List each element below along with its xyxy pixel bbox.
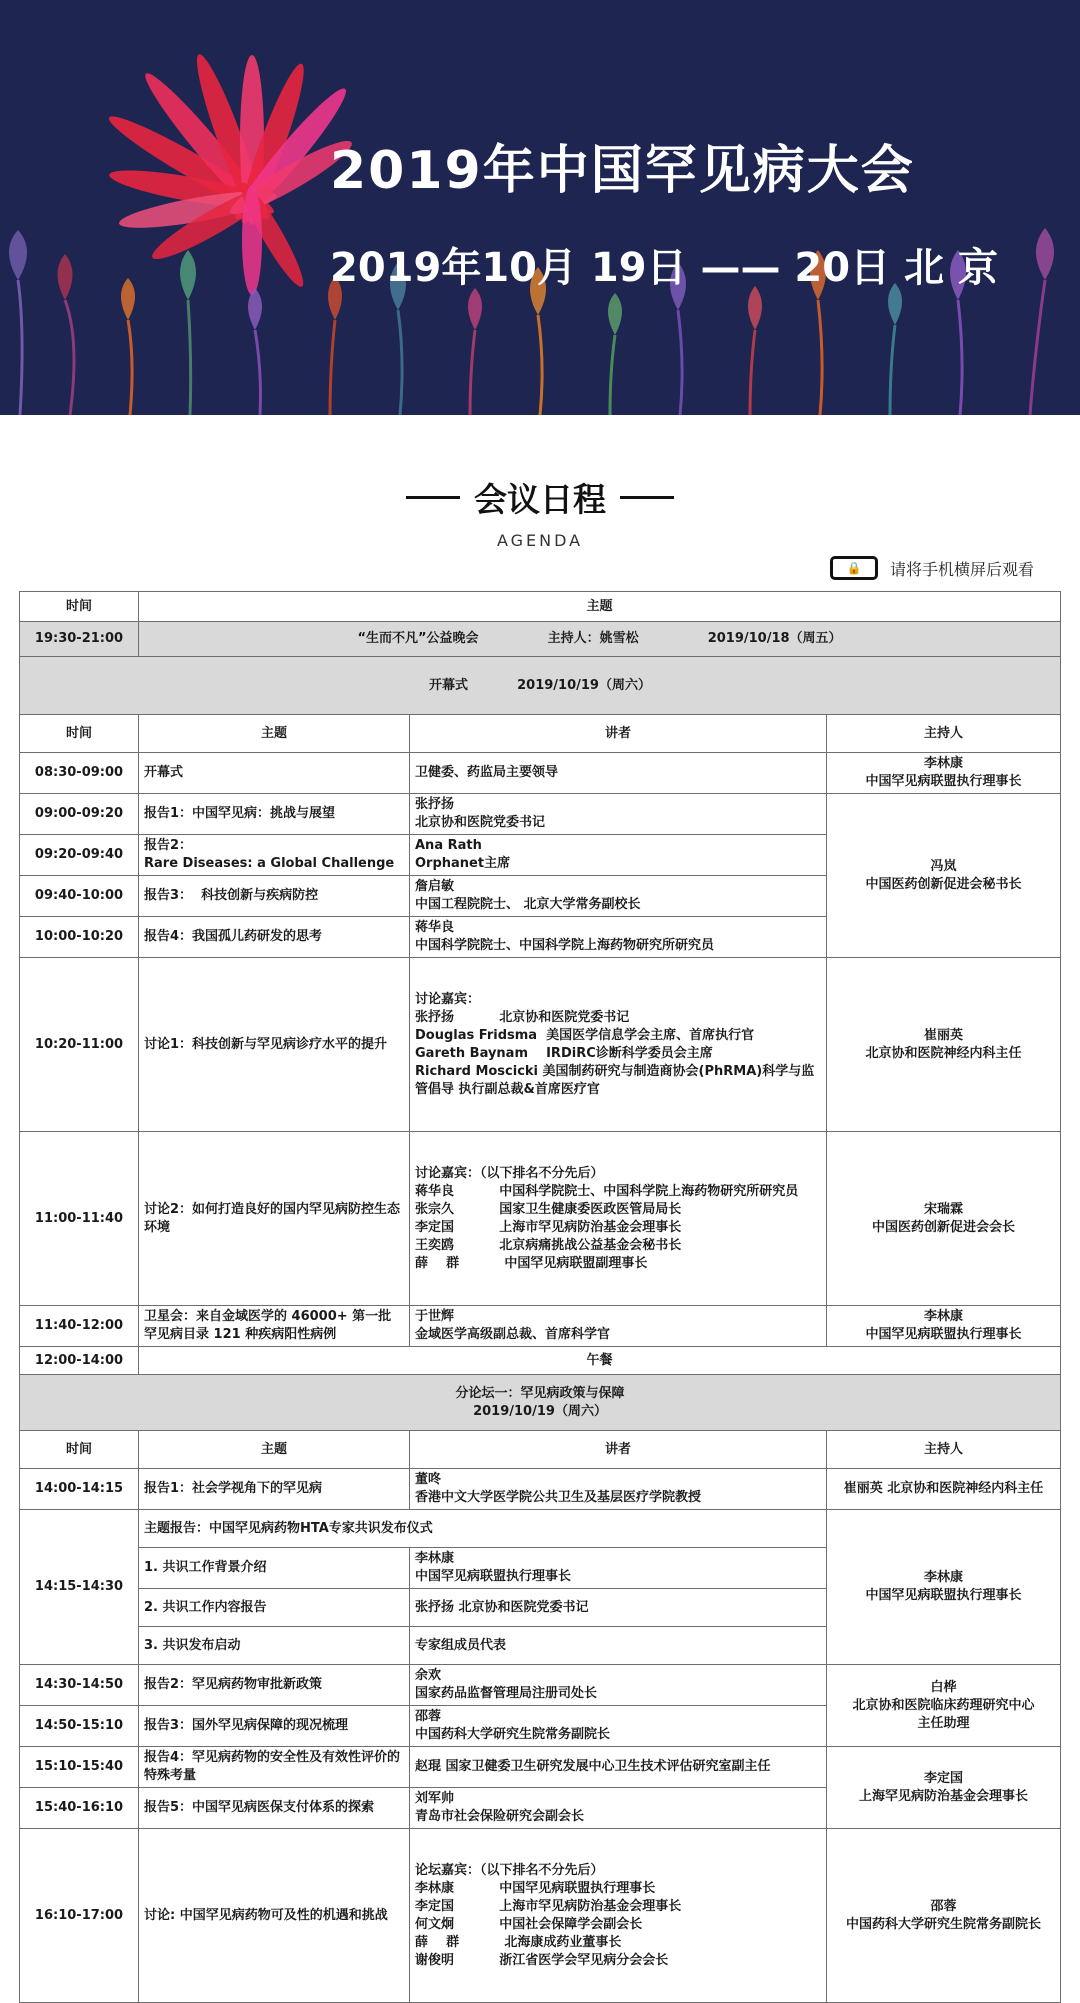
row-speaker: 蒋华良 中国科学院院士、中国科学院上海药物研究所研究员 bbox=[410, 917, 827, 958]
agenda-title-text: 会议日程 bbox=[474, 480, 606, 519]
row-topic: 报告3： 科技创新与疾病防控 bbox=[139, 876, 410, 917]
row-speaker: 讨论嘉宾： 张抒扬 北京协和医院党委书记 Douglas Fridsma 美国医学信息学会主席、首席执行官 Gareth Baynam IRDiRC诊断科学委员会主席 Richard Moscicki 美国制药研究与制造商协会(PhRMA)科学与监管倡导 执行副总裁&首席医疗官 bbox=[410, 958, 827, 1132]
row-speaker: 论坛嘉宾：（以下排名不分先后） 李林康 中国罕见病联盟执行理事长 李定国 上海市罕见病防治基金会理事长 何文炯 中国社会保障学会副会长 薛 群 北海康成药业董事长 谢俊明 浙江省医学会罕见病分会会长 bbox=[410, 1829, 827, 2003]
banner-art bbox=[0, 0, 1080, 415]
row-host: 崔丽英 北京协和医院神经内科主任 bbox=[827, 1469, 1061, 1510]
opening-row bbox=[20, 657, 1061, 715]
row-speaker: 张抒扬 北京协和医院党委书记 bbox=[410, 1589, 827, 1627]
col-speaker: 讲者 bbox=[410, 1431, 827, 1469]
row-time: 10:00-10:20 bbox=[20, 917, 139, 958]
table-row bbox=[20, 1469, 1061, 1510]
table-row bbox=[20, 1510, 1061, 1548]
row-topic: 开幕式 bbox=[139, 753, 410, 794]
col-time: 时间 bbox=[20, 1431, 139, 1469]
gala-time: 19:30-21:00 bbox=[20, 622, 139, 657]
row-time: 12:00-14:00 bbox=[20, 1347, 139, 1375]
phone-rotate-icon: 🔒 bbox=[830, 556, 878, 580]
row-time: 09:00-09:20 bbox=[20, 794, 139, 835]
row-topic: 3. 共识发布启动 bbox=[139, 1627, 410, 1665]
row-time: 14:50-15:10 bbox=[20, 1706, 139, 1747]
table-row bbox=[20, 1132, 1061, 1306]
row-speaker: 赵琨 国家卫健委卫生研究发展中心卫生技术评估研究室副主任 bbox=[410, 1747, 827, 1788]
banner bbox=[0, 0, 1080, 415]
row-host: 李林康 中国罕见病联盟执行理事长 bbox=[827, 1306, 1061, 1347]
row-topic: 讨论2：如何打造良好的国内罕见病防控生态环境 bbox=[139, 1132, 410, 1306]
row-host: 宋瑞霖 中国医药创新促进会会长 bbox=[827, 1132, 1061, 1306]
row-topic: 报告4：罕见病药物的安全性及有效性评价的特殊考量 bbox=[139, 1747, 410, 1788]
row-host: 白桦 北京协和医院临床药理研究中心 主任助理 bbox=[827, 1665, 1061, 1747]
agenda-table bbox=[19, 591, 1061, 2003]
col-host: 主持人 bbox=[827, 1431, 1061, 1469]
divider bbox=[620, 496, 674, 499]
row-host: 邵蓉 中国药科大学研究生院常务副院长 bbox=[827, 1829, 1061, 2003]
col-time: 时间 bbox=[20, 715, 139, 753]
row-host: 冯岚 中国医药创新促进会秘书长 bbox=[827, 794, 1061, 958]
gala-row bbox=[139, 622, 1061, 657]
row-host: 崔丽英 北京协和医院神经内科主任 bbox=[827, 958, 1061, 1132]
row-host: 李定国 上海罕见病防治基金会理事长 bbox=[827, 1747, 1061, 1829]
row-speaker: 余欢 国家药品监督管理局注册司处长 bbox=[410, 1665, 827, 1706]
row-time: 14:15-14:30 bbox=[20, 1510, 139, 1665]
row-speaker: Ana Rath Orphanet主席 bbox=[410, 835, 827, 876]
table-row bbox=[20, 794, 1061, 835]
row-time: 09:40-10:00 bbox=[20, 876, 139, 917]
banner-title: 2019年中国罕见病大会 bbox=[330, 141, 915, 201]
gala-name: “生而不凡”公益晚会 bbox=[357, 631, 479, 646]
row-topic: 主题报告：中国罕见病药物HTA专家共识发布仪式 bbox=[139, 1510, 827, 1548]
row-topic: 报告2： Rare Diseases: a Global Challenge bbox=[139, 835, 410, 876]
agenda-header bbox=[0, 474, 1080, 550]
rotate-hint bbox=[830, 556, 1034, 580]
row-speaker: 董咚 香港中文大学医学院公共卫生及基层医疗学院教授 bbox=[410, 1469, 827, 1510]
row-topic: 讨论: 中国罕见病药物可及性的机遇和挑战 bbox=[139, 1829, 410, 2003]
row-topic: 1. 共识工作背景介绍 bbox=[139, 1548, 410, 1589]
row-time: 15:40-16:10 bbox=[20, 1788, 139, 1829]
row-time: 11:00-11:40 bbox=[20, 1132, 139, 1306]
row-topic: 报告2：罕见病药物审批新政策 bbox=[139, 1665, 410, 1706]
table-row bbox=[20, 1829, 1061, 2003]
row-host: 李林康 中国罕见病联盟执行理事长 bbox=[827, 753, 1061, 794]
row-topic: 2. 共识工作内容报告 bbox=[139, 1589, 410, 1627]
row-time: 09:20-09:40 bbox=[20, 835, 139, 876]
row-topic: 报告3：国外罕见病保障的现况梳理 bbox=[139, 1706, 410, 1747]
forum1-name: 分论坛一：罕见病政策与保障 bbox=[455, 1385, 625, 1401]
table-row bbox=[20, 1306, 1061, 1347]
row-speaker: 专家组成员代表 bbox=[410, 1627, 827, 1665]
row-speaker: 讨论嘉宾：（以下排名不分先后） 蒋华良 中国科学院院士、中国科学院上海药物研究所研究员 张宗久 国家卫生健康委医政医管局局长 李定国 上海市罕见病防治基金会理事长 王奕鸥 北京病痛挑战公益基金会秘书长 薛 群 中国罕见病联盟副理事长 bbox=[410, 1132, 827, 1306]
col-host: 主持人 bbox=[827, 715, 1061, 753]
row-time: 14:30-14:50 bbox=[20, 1665, 139, 1706]
table-row bbox=[20, 1747, 1061, 1788]
row-speaker: 于世辉 金域医学高级副总裁、首席科学官 bbox=[410, 1306, 827, 1347]
gala-date: 2019/10/18（周五） bbox=[707, 631, 842, 646]
banner-date: 2019年10月 19日 —— 20日 北 京 bbox=[330, 245, 998, 291]
row-time: 10:20-11:00 bbox=[20, 958, 139, 1132]
agenda-title bbox=[406, 474, 674, 521]
col-speaker: 讲者 bbox=[410, 715, 827, 753]
row-speaker: 卫健委、药监局主要领导 bbox=[410, 753, 827, 794]
row-topic: 卫星会：来自金域医学的 46000+ 第一批罕见病目录 121 种疾病阳性病例 bbox=[139, 1306, 410, 1347]
col-topic: 主题 bbox=[139, 1431, 410, 1469]
row-host: 李林康 中国罕见病联盟执行理事长 bbox=[827, 1510, 1061, 1665]
row-speaker: 李林康 中国罕见病联盟执行理事长 bbox=[410, 1548, 827, 1589]
opening-date: 2019/10/19（周六） bbox=[517, 677, 651, 693]
row-topic: 讨论1：科技创新与罕见病诊疗水平的提升 bbox=[139, 958, 410, 1132]
row-speaker: 邵蓉 中国药科大学研究生院常务副院长 bbox=[410, 1706, 827, 1747]
row-speaker: 刘军帅 青岛市社会保险研究会副会长 bbox=[410, 1788, 827, 1829]
row-time: 08:30-09:00 bbox=[20, 753, 139, 794]
row-speaker: 詹启敏 中国工程院院士、 北京大学常务副校长 bbox=[410, 876, 827, 917]
table-row bbox=[20, 753, 1061, 794]
row-topic: 报告1：中国罕见病：挑战与展望 bbox=[139, 794, 410, 835]
row-time: 15:10-15:40 bbox=[20, 1747, 139, 1788]
agenda-subtitle: AGENDA bbox=[496, 531, 584, 550]
row-topic: 报告5：中国罕见病医保支付体系的探索 bbox=[139, 1788, 410, 1829]
opening-name: 开幕式 bbox=[429, 677, 469, 693]
table-row bbox=[20, 958, 1061, 1132]
lunch-row bbox=[20, 1347, 1061, 1375]
gala-host: 主持人：姚雪松 bbox=[547, 631, 639, 646]
row-topic: 报告4：我国孤儿药研发的思考 bbox=[139, 917, 410, 958]
col-time: 时间 bbox=[20, 592, 139, 622]
forum1-row bbox=[20, 1375, 1061, 1431]
forum1-date: 2019/10/19（周六） bbox=[473, 1403, 607, 1419]
divider bbox=[406, 496, 460, 499]
row-speaker: 张抒扬 北京协和医院党委书记 bbox=[410, 794, 827, 835]
col-topic: 主题 bbox=[139, 715, 410, 753]
row-time: 11:40-12:00 bbox=[20, 1306, 139, 1347]
row-topic: 报告1：社会学视角下的罕见病 bbox=[139, 1469, 410, 1510]
rotate-hint-text: 请将手机横屏后观看 bbox=[890, 559, 1035, 579]
col-topic: 主题 bbox=[139, 592, 1061, 622]
table-row bbox=[20, 1665, 1061, 1706]
row-time: 14:00-14:15 bbox=[20, 1469, 139, 1510]
row-time: 16:10-17:00 bbox=[20, 1829, 139, 2003]
lunch-label: 午餐 bbox=[139, 1347, 1061, 1375]
